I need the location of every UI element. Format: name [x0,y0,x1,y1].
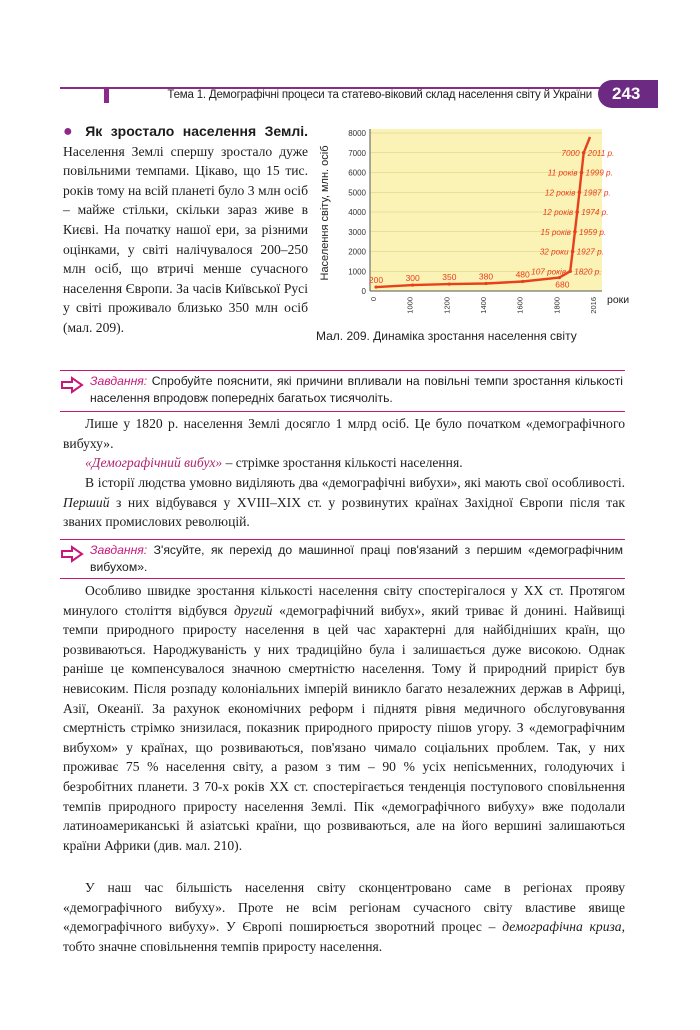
task-box-2 [60,539,625,579]
arrow-right-icon [61,546,83,562]
paragraph-4-emphasis: демографічна криза [502,919,622,935]
x-tick-label: 1800 [552,297,562,314]
header-marker [104,89,109,103]
milestone-point [582,151,586,155]
milestone-interval-label: 15 років [540,227,571,237]
x-axis-label: роки [607,294,630,306]
y-tick-label: 6000 [348,168,366,178]
intro-paragraph [63,122,308,338]
y-tick-label: 8000 [348,129,366,138]
milestone-year-label: 1999 р. [585,168,613,178]
milestone-year-label: 1927 р. [576,247,604,257]
definition [63,453,625,473]
milestone-year-label: 1820 р. [574,267,602,277]
bullet-icon: ● [63,123,78,140]
paragraph-3 [63,581,625,855]
paragraph-3-text-end: «демографічний вибух», який триває й донині. Найвищі темпи природного приросту населення в цей час характерні для найбідніших країн, що розвиваються. Народжуваність у них традиційно була і залишається дуже високою. Однак раніше це компенсувалося значною смертністю населення. Тому й природний приріст був невисоким. Після розпаду колоніальних імперій виникло багато незалежних держав в Африці, Азії, Океанії. За рахунок економічних реформ і піднятя рівня медичного обслуговування смертність стрімко знизилася, показник природного приросту пішов угору. З «демографічним вибухом» у країнах, що розвиваються, пов'язано чимало соціальних проблем. Так, у них проживає 75 % населення світу, а разом з тим – 90 % усіх непісьменних, голодуючих і безробітних планети. З 70-х років XX ст. спостерігається тенденція поступового сповільнення темпів природного приросту населення Землі. Пік «демографічного вибуху» вже подолали латиноамериканські й азіатські країни, що розвиваються, але на його вершині залишаються країни Африки (див. мал. 210). [63,602,625,853]
milestone-interval-label: 107 років [531,267,567,277]
paragraph-2-text-end: з них відбувався у XVIII–XIX ст. у розвинутих країнах Західної Європи після так званих промислових революцій. [63,494,625,530]
data-point [484,282,487,285]
x-tick-label: 1200 [442,297,452,314]
y-tick-label: 0 [361,287,366,296]
figure-caption: Мал. 209. Динаміка зростання населення світу [316,329,577,343]
task-label: Завдання: [90,543,148,557]
x-tick-label: 2016 [589,297,598,314]
paragraph-2-emphasis: Перший [63,494,110,510]
milestone-interval-label: 12 років [542,208,574,217]
paragraph-3-text: Особливо швидке зростання кількості населення світу спостерігалося у XX ст. Протягом минулого століття відбувся [63,583,625,618]
y-tick-label: 1000 [348,267,366,277]
paragraph-2 [63,473,625,532]
data-label: 300 [405,273,420,284]
data-point [374,285,377,288]
paragraph-4-text: У наш час більшість населення світу сконцентровано саме в регіонах прояву «демографічного вибуху». Проте не всім регіонам сучасного світу властиве явище «демографічного вибуху». У Європі поширюється зворотний процес – [63,880,625,935]
x-tick-label: 1000 [405,297,415,314]
y-axis-label: Населення світу, млн. осіб [319,145,331,281]
milestone-point [573,230,577,234]
y-tick-label: 7000 [348,148,366,158]
data-point [521,280,524,283]
milestone-interval-label: 7000 [561,148,580,158]
milestone-interval-label: 32 роки [539,247,569,257]
milestone-year-label: 1987 р. [583,188,611,198]
x-tick-label: 1600 [515,297,525,314]
data-label: 480 [515,269,530,280]
milestone-year-label: 2011 р. [587,148,615,158]
milestone-interval-label: 12 років [544,188,576,198]
milestone-year-label: 1974 р. [581,208,609,217]
header-title: Тема 1. Демографічні процеси та статево-віковий склад населення світу й України [167,89,592,101]
paragraph-2-text: В історії людства умовно виділяють два «демографічні вибухи», які мають свої особливості. [85,475,625,490]
data-point [411,283,414,286]
data-point [448,282,451,285]
milestone-point [580,171,584,175]
y-tick-label: 2000 [348,247,366,257]
paragraph-3-emphasis: другий [234,602,273,618]
x-tick-label: 1400 [479,297,488,314]
y-tick-label: 5000 [348,188,366,198]
data-label: 200 [368,275,384,286]
intro-text: Населення Землі спершу зростало дуже повільними темпами. Цікаво, що 15 тис. років тому на всій планеті було 3 млн осіб – майже стільки, скільки зараз живе в Києві. На початку нашої ери, за різними оцінками, у світі налічувалося 200–250 млн осіб, що втричі менше сучасного населення Європи. За часів Київської Русі у світі проживало близько 350 млн осіб (мал. 209). [63,143,308,335]
y-tick-label: 3000 [348,227,366,237]
paragraph-1: Лише у 1820 р. населення Землі досягло 1 млрд осіб. Це було початком «демографічного вибуху». [63,416,625,451]
page-number-badge: 243 [598,80,658,108]
data-label: 680 [555,279,570,290]
task-box-1 [60,370,625,412]
intro-heading: Як зростало населення Землі. [85,123,308,139]
task-text: З'ясуйте, як перехід до машинної праці пов'язаний з першим «демографічним вибухом». [90,543,623,574]
milestone-point [568,269,572,273]
paragraph-4 [63,878,625,956]
milestone-year-label: 1959 р. [578,227,607,237]
milestone-point [578,190,582,194]
milestone-point [571,250,575,254]
task-text: Спробуйте пояснити, які причини впливали на повільні темпи зростання кількості населення впродовж попередніх багатьох тисячоліть. [90,374,623,405]
data-label: 350 [442,272,457,283]
data-label: 380 [478,271,494,282]
population-chart [310,125,630,323]
arrow-right-icon [61,377,83,393]
definition-text: – стрімке зростання кількості населення. [222,455,463,470]
y-tick-label: 4000 [348,208,366,217]
definition-term: «Демографічний вибух» [85,455,223,470]
x-tick-label: 0 [369,297,378,302]
task-label: Завдання: [90,374,148,388]
milestone-interval-label: 11 років [547,168,578,178]
paragraph-4-text-end: , тобто значне сповільнення темпів приросту населення. [63,919,625,954]
milestone-point [575,210,579,214]
population-chart-svg [310,125,630,323]
